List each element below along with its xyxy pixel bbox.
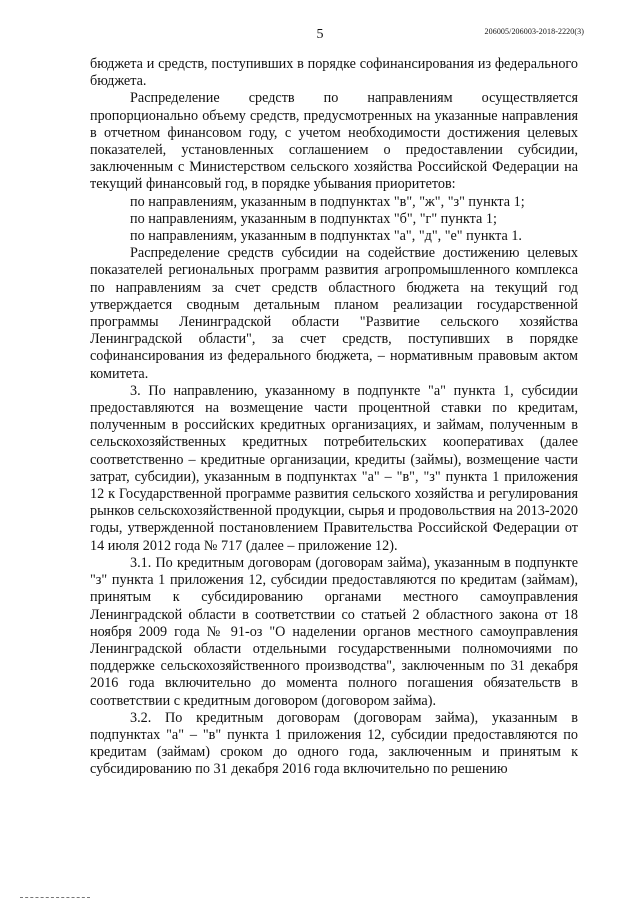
priority-list-item: по направлениям, указанным в подпунктах "б", "г" пункта 1; <box>130 210 497 227</box>
paragraph-continuation: бюджета и средств, поступивших в порядке софинансирования из федерального бюджета. <box>90 56 578 90</box>
paragraph-section-3-1: 3.1. По кредитным договорам (договорам займа), указанным в подпункте "з" пункта 1 приложения 12, субсидии предоставляются по кредитам (займам), принятым к субсидированию органами местного самоуправления Ленинградской области в соответствии со статьей 2 областного закона от 18 ноября 2009 года № 91-оз "О наделении органов местного самоуправления Ленинградской области отдельными государственными полномочиями по поддержке сельскохозяйственного производства", заключенным по 31 декабря 2016 года включительно до момента полного погашения обязательств в соответствии с кредитным договором (договором займа). <box>90 554 578 709</box>
paragraph-section-3: 3. По направлению, указанному в подпункте "а" пункта 1, субсидии предоставляются на возмещение части процентной ставки по кредитам, полученным в российских кредитных организациях, и займам, полученным в сельскохозяйственных кредитных потребительских кооперативах (далее соответственно – кредитные организации, кредиты (займы), возмещение части затрат, субсидии), указанным в подпунктах "а" – "в", "з" пункта 1 приложения 12 к Государственной программе развития сельского хозяйства и регулирования рынков сельскохозяйственной продукции, сырья и продовольствия на 2013-2020 годы, утвержденной постановлением Правительства Российской Федерации от 14 июля 2012 года № 717 (далее – приложение 12). <box>90 382 578 554</box>
paragraph-subsidy-distribution: Распределение средств субсидии на содействие достижению целевых показателей региональных программ развития агропромышленного комплекса по направлениям за счет средств областного бюджета на текущий год утверждается сводным детальным планом реализации государственной программы Ленинградской области "Развитие сельского хозяйства Ленинградской области", за счет средств, поступивших в порядке софинансирования из федерального бюджета, – нормативным правовым актом комитета. <box>90 245 578 382</box>
priority-list-item: по направлениям, указанным в подпунктах "а", "д", "е" пункта 1. <box>130 228 522 245</box>
priority-list-item: по направлениям, указанным в подпунктах "в", "ж", "з" пункта 1; <box>130 193 525 210</box>
paragraph-distribution-rule: Распределение средств по направлениям осуществляется пропорционально объему средств, предусмотренных на указанные направления в отчетном финансовом году, с учетом необходимости достижения целевых показателей, установленных соглашением о предоставлении субсидии, заключенным с Министерством сельского хозяйства Российской Федерации на текущий финансовый год, в порядке убывания приоритетов: <box>90 90 578 193</box>
page-number: 5 <box>316 27 324 42</box>
paragraph-section-3-2: 3.2. По кредитным договорам (договорам займа), указанным в подпунктах "а" – "в" пункта 1 приложения 12, субсидии предоставляются по кредитам (займам) сроком до одного года, заключенным и принятым к субсидированию по 31 декабря 2016 года включительно по решению <box>90 709 578 778</box>
body-text <box>90 56 578 779</box>
document-code: 206005/206003-2018-2220(3) <box>484 27 584 36</box>
scan-artifact <box>20 897 90 899</box>
